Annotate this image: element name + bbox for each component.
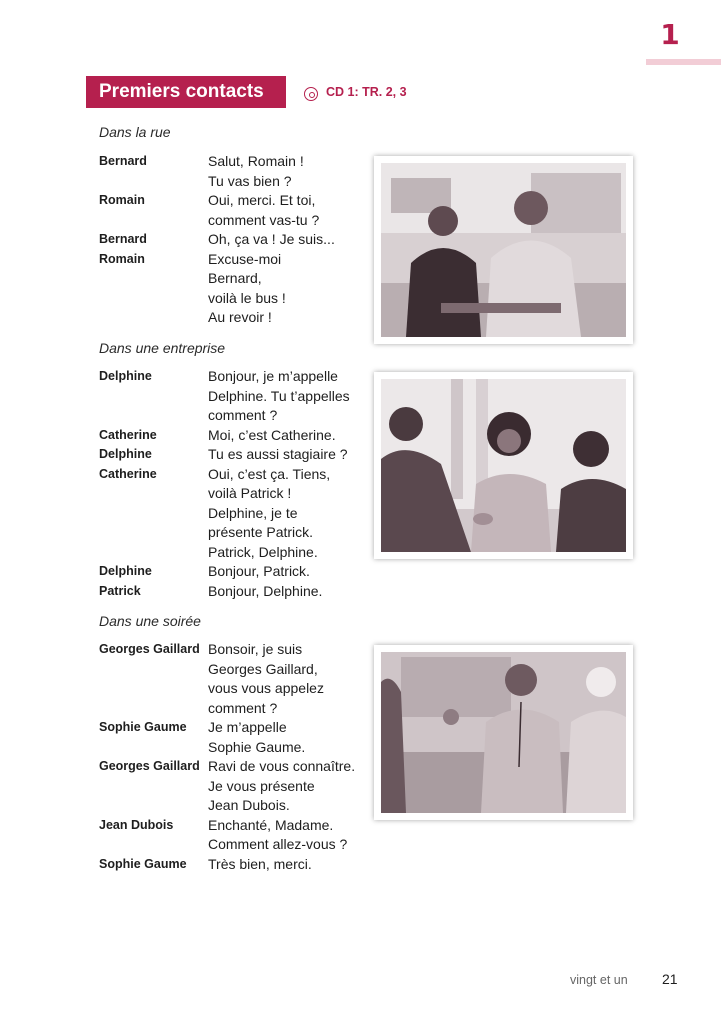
dialogue-text: Oui, merci. Et toi,	[208, 192, 316, 208]
dialogue-text: Bonjour, Patrick.	[208, 563, 310, 579]
dialogue-text: Excuse-moi	[208, 250, 282, 267]
dialogue-text: comment ?	[208, 407, 278, 423]
dialogue-text: Comment allez-vous ?	[208, 836, 348, 852]
dialogue-speaker: Jean Dubois	[99, 817, 174, 832]
dialogue-text: Au revoir !	[208, 309, 272, 325]
dialogue-text: Moi, c’est Catherine.	[208, 426, 336, 443]
page-number: 21	[662, 971, 678, 987]
dialogue-speaker: Bernard	[99, 154, 147, 168]
dialogue-text: voilà Patrick !	[208, 485, 292, 501]
dialogue-text: présente Patrick.	[208, 524, 314, 540]
dialogue-speaker: Georges Gaillard	[99, 642, 200, 656]
dialogue-speaker: Sophie Gaume	[99, 856, 187, 871]
dialogue-speaker: Georges Gaillard	[99, 759, 200, 773]
section-title-soiree: Dans une soirée	[99, 613, 201, 629]
dialogue-text: vous vous appelez	[208, 680, 324, 696]
dialogue-text: Georges Gaillard,	[208, 660, 318, 677]
page-number-words: vingt et un	[570, 973, 628, 987]
photo-street-image	[381, 163, 626, 337]
dialogue-text: Je m’appelle	[208, 719, 287, 735]
dialogue-text: Très bien, merci.	[208, 855, 312, 872]
dialogue-speaker: Romain	[99, 193, 145, 207]
dialogue-text: Ravi de vous connaître.	[208, 758, 356, 774]
dialogue-text: Oui, c’est ça. Tiens,	[208, 465, 331, 482]
dialogue-text: Delphine. Tu t’appelles	[208, 387, 350, 404]
dialogue-speaker: Patrick	[99, 583, 141, 598]
chapter-tab-bar	[646, 59, 721, 65]
dialogue-speaker: Delphine	[99, 447, 152, 461]
cd-track-label: CD 1: TR. 2, 3	[326, 85, 407, 99]
lesson-title: Premiers contacts	[86, 76, 286, 108]
dialogue-text: Bernard,	[208, 270, 262, 286]
dialogue-text: Bonjour, Delphine.	[208, 582, 323, 599]
dialogue-text: Delphine, je te	[208, 504, 298, 521]
dialogue-text: Sophie Gaume.	[208, 738, 306, 755]
chapter-number: 1	[660, 18, 680, 51]
dialogue-speaker: Romain	[99, 251, 145, 266]
dialogue-text: Salut, Romain !	[208, 153, 304, 169]
photo-office	[374, 372, 633, 559]
cd-icon	[304, 87, 318, 101]
dialogue-speaker: Delphine	[99, 564, 152, 578]
dialogue-text: Bonsoir, je suis	[208, 641, 303, 657]
dialogue-speaker: Sophie Gaume	[99, 720, 187, 734]
dialogue-text: Je vous présente	[208, 777, 315, 794]
dialogue-text: Bonjour, je m’appelle	[208, 368, 338, 384]
dialogue-speaker: Catherine	[99, 466, 157, 481]
section-title-rue: Dans la rue	[99, 124, 171, 140]
dialogue-speaker: Catherine	[99, 427, 157, 442]
dialogue-speaker: Bernard	[99, 232, 147, 246]
dialogue-text: Patrick, Delphine.	[208, 543, 318, 560]
dialogue-text: Tu vas bien ?	[208, 172, 292, 189]
photo-office-image	[381, 379, 626, 552]
dialogue-text: comment ?	[208, 699, 278, 716]
section-title-entreprise: Dans une entreprise	[99, 340, 226, 356]
photo-party-image	[381, 652, 626, 813]
photo-party	[374, 645, 633, 820]
dialogue-text: comment vas-tu ?	[208, 211, 320, 228]
dialogue-text: Jean Dubois.	[208, 797, 290, 813]
dialogue-text: Tu es aussi stagiaire ?	[208, 446, 348, 462]
dialogue-text: Oh, ça va ! Je suis...	[208, 231, 335, 247]
photo-street	[374, 156, 633, 344]
dialogue-text: Enchanté, Madame.	[208, 816, 334, 833]
dialogue-speaker: Delphine	[99, 369, 152, 383]
dialogue-text: voilà le bus !	[208, 289, 286, 306]
